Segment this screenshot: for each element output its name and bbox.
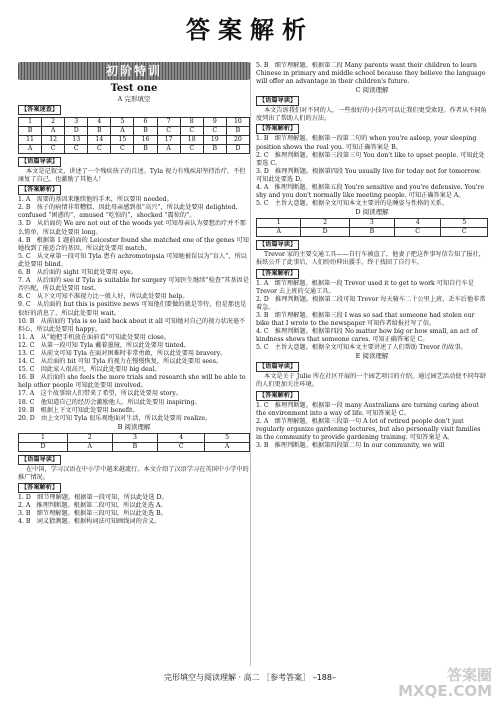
- answer-key-cell: 14: [88, 136, 111, 145]
- answer-key-cell: C: [394, 228, 441, 237]
- section-d-title: D 阅读理解: [355, 208, 389, 217]
- left-column: [18, 62, 250, 666]
- explanation-item: 8. C 从下文可知不准视力比一般人好，所以此处要用 help。: [18, 293, 189, 301]
- watermark-logo: [398, 667, 492, 699]
- answer-key-cell: B: [349, 228, 394, 237]
- column-divider: [250, 62, 251, 666]
- answer-key-cell: 7: [157, 118, 180, 127]
- explanation-item: 2. B 孩子的病情非常糟糕，因此母亲感到很“高兴”，所以此处要用 delighted，confused “困惑的”，amused “吃惊的”，shocked “震惊的”。: [18, 204, 242, 220]
- answer-key-cell: C: [180, 127, 203, 136]
- answer-key-cell: 2: [67, 433, 112, 442]
- explanation-item: 20. D 由上文可知 Tyla 很乐观地面对生活，所以此处要用 realize。: [18, 414, 212, 422]
- explanation-item: 16. B 从后面的 she feels the more trials and research she will be able to help other people 可知此处要用 involved。: [18, 374, 246, 390]
- answer-key-cell: B: [112, 442, 158, 451]
- answer-key-cell: B: [88, 127, 111, 136]
- answer-key-cell: 2: [42, 118, 65, 127]
- answer-key-cell: 17: [157, 136, 180, 145]
- detail-tag-c: 【答案解析】: [256, 124, 299, 134]
- explanation-item: 4. B 词义猜测题。根据构词法可知画线词的含义。: [18, 518, 161, 526]
- answer-key-cell: 1: [257, 219, 301, 228]
- explanation-item: 18. C 他知道自己的经历会激励他人，所以此处要用 inspiring。: [18, 398, 201, 406]
- answer-key-cell: C: [111, 145, 134, 154]
- answer-key-row: [19, 127, 250, 136]
- section-b-title: B 阅读理解: [117, 422, 151, 431]
- guide-tag-b: 【语篇导读】: [18, 455, 61, 465]
- answer-key-cell: 18: [180, 136, 203, 145]
- answer-key-cell: 8: [180, 118, 203, 127]
- answer-key-row: [257, 219, 488, 228]
- answer-key-cell: D: [65, 127, 88, 136]
- guide-text-c: 本文告诉我们对不同的人，一些很好的小技巧可以让我们更受欢迎。作者从不同角度列出了帮助人们的方法。: [256, 107, 487, 123]
- answer-key-cell: D: [19, 442, 68, 451]
- explanation-item: 9. C 从后面的 but this is positive news 可知他们要做的就是等待，但是那也是很好的消息了，所以此处要用 wait。: [18, 301, 247, 317]
- answer-key-cell: 4: [394, 219, 441, 228]
- answer-key-cell: A: [111, 127, 134, 136]
- answer-key-table-d: [256, 218, 488, 237]
- answer-key-cell: A: [19, 145, 42, 154]
- answer-explanations-e: [256, 402, 488, 451]
- section-a-title: A 完形填空: [117, 95, 151, 103]
- answer-key-cell: C: [441, 228, 488, 237]
- answer-key-cell: A: [157, 145, 180, 154]
- answer-key-cell: 3: [65, 118, 88, 127]
- answer-key-cell: A: [257, 228, 301, 237]
- explanation-item: 1. B 细节理解题。根据第一段第二句的 when you're asleep, your sleeping position shows the real you. 可知正确答案是 B。: [256, 135, 477, 151]
- guide-tag: 【语篇导读】: [18, 157, 61, 167]
- guide-text-d: Trevor 家的主要交通工具——自行车被盗了，他妻子把这件事写信告知了报社，报纸公开了此事后，人们纷纷伸出援手，终于找回了自行车。: [256, 251, 485, 267]
- guide-tag-d: 【语篇导读】: [256, 240, 299, 250]
- explanation-item: 7. A 从后面的 see if Tyla is suitable for surgery 可知医生继续“检查”其基因是否匹配，所以此处要用 test。: [18, 277, 249, 293]
- guide-tag-c: 【语篇导读】: [256, 96, 299, 106]
- answer-key-cell: D: [301, 228, 349, 237]
- explanation-item: 3. B 细节理解题。根据第三段可知，所以此处选 B。: [18, 510, 167, 518]
- watermark-line2: MXQE.COM: [398, 682, 492, 700]
- page-footer: 完形填空与阅读理解 · 高二 ［参考答案］ –188–: [164, 673, 336, 682]
- explanation-item: 3. D 推理判断题。根据第四段 You usually live for today not for tomorrow. 可知此处要选 D。: [256, 167, 481, 183]
- answer-key-cell: 1: [19, 118, 42, 127]
- section-c-title: C 阅读理解: [355, 86, 389, 95]
- explanation-item: 5. B 细节理解题。根据第二段 Many parents want their children to learn Chinese in primary and middle school because they believe the language will offer an advantage in their children's future.: [256, 62, 486, 86]
- answer-key-tag: 【答案速查】: [18, 105, 61, 115]
- answer-key-cell: 6: [134, 118, 157, 127]
- answer-key-cell: 10: [226, 118, 249, 127]
- answer-key-cell: D: [226, 145, 249, 154]
- answer-key-cell: A: [67, 442, 112, 451]
- answer-key-cell: B: [19, 127, 42, 136]
- answer-key-cell: 2: [301, 219, 349, 228]
- detail-tag-d: 【答案解析】: [256, 269, 299, 279]
- explanation-item: 4. A 推理判断题。根据第五段 You're sensitive and you're defensive. You're shy and you don't normally like meeting people. 可知正确答案是 A。: [256, 184, 485, 200]
- explanation-item: 1. A 需要的基因来继续他的手术，所以要用 needed。: [18, 196, 173, 204]
- answer-key-cell: A: [205, 442, 250, 451]
- explanation-item: 15. C 因此家人很高兴，所以此处要用 big deal。: [18, 366, 161, 374]
- answer-key-cell: C: [203, 127, 226, 136]
- explanation-item: 4. C 推理判断题。根据第四段 No matter how big or how small, an act of kindness shows that someone cares. 可知正确答案是 C。: [256, 328, 478, 344]
- guide-tag-e: 【语篇导读】: [256, 362, 299, 372]
- answer-explanations-d: [256, 280, 488, 353]
- answer-explanations-c: [256, 135, 488, 208]
- explanation-item: 12. C 从第一段可知 Tyla 戴着墨镜，所以此处要用 tinted。: [18, 341, 190, 349]
- explanation-item: 14. C 从后面的 bit 可知 Tyla 的视力在慢慢恢复，所以此处要用 sees。: [18, 358, 223, 366]
- answer-key-cell: 13: [65, 136, 88, 145]
- answer-key-cell: 19: [203, 136, 226, 145]
- answer-key-cell: C: [158, 442, 205, 451]
- answer-key-cell: B: [226, 127, 249, 136]
- answer-key-cell: B: [203, 145, 226, 154]
- guide-text-b: 在中国，学习汉语在中小学中越来越流行。本文介绍了汉语学习在英国中小学中的推广情况。: [18, 465, 249, 481]
- test-title: Test one: [110, 83, 158, 94]
- answer-key-cell: B: [134, 145, 157, 154]
- explanation-item: 1. D 细节理解题。根据第一段可知，所以此处选 D。: [18, 494, 168, 501]
- answer-key-row: [19, 442, 250, 451]
- answer-key-cell: A: [42, 127, 65, 136]
- detail-tag: 【答案解析】: [18, 185, 61, 195]
- detail-tag-e: 【答案解析】: [256, 391, 299, 401]
- explanation-item: 19. B 根据上下文可知此处要用 benefit。: [18, 406, 139, 414]
- answer-key-cell: 12: [42, 136, 65, 145]
- answer-key-cell: C: [88, 145, 111, 154]
- answer-explanations-a: [18, 196, 250, 423]
- explanation-item: 11. A 从“她把手机放在面前看”可知此处要用 close。: [18, 333, 170, 341]
- guide-text-e: 本文是关于 Julie 所在社区开展的一个园艺项目的介绍，通过园艺活动使不同年龄的人们更加关注环境。: [256, 373, 487, 389]
- answer-key-cell: B: [134, 127, 157, 136]
- explanation-item: 3. B 细节理解题。根据第三段 I was so sad that someone had stolen our bike that I wrote to the newspaper 可知作者给报社写了信。: [256, 311, 475, 327]
- answer-key-cell: C: [65, 145, 88, 154]
- answer-key-cell: 9: [203, 118, 226, 127]
- answer-key-cell: 1: [19, 433, 68, 442]
- answer-key-cell: C: [157, 127, 180, 136]
- section-banner: 初阶特训: [18, 62, 250, 80]
- explanation-item: 3. D 从后面的 We are not out of the woods yet 可知母亲认为要想治疗并不那么简单，所以此处要用 long。: [18, 220, 246, 236]
- guide-text: 本文是记叙文，讲述了一个残疾孩子的自述。Tyla 视力有残疾却坚持治疗，不但康复了自己，也激励了其他人！: [18, 168, 246, 184]
- section-e-title: E 阅读理解: [355, 352, 389, 361]
- explanation-item: 2. A 推理判断题。根据第二段可知，所以此处选 A。: [18, 502, 167, 510]
- right-column: [256, 62, 488, 666]
- answer-key-cell: 20: [226, 136, 249, 145]
- answer-key-row: [19, 433, 250, 442]
- explanation-item: 6. B 从后面的 sight 可知此处要用 eye。: [18, 269, 137, 277]
- answer-key-table-b: [18, 433, 250, 452]
- explanation-item: 4. B 根据第 1 题前面的 Leicester found she matched one of the genes 可知她找到了能适合的基因，所以此处要用 match。: [18, 236, 249, 252]
- answer-key-cell: 4: [158, 433, 205, 442]
- watermark-line1: 答案圈: [446, 666, 492, 684]
- explanation-item: 2. D 推理判断题。根据第二段可知 Trevor 每天骑车二十公里上班，丢车后他非常着急。: [256, 295, 486, 311]
- answer-key-cell: 3: [112, 433, 158, 442]
- answer-key-cell: 5: [205, 433, 250, 442]
- answer-key-row: [19, 136, 250, 145]
- answer-key-row: [19, 145, 250, 154]
- answer-key-row: [257, 228, 488, 237]
- explanation-item: 17. A 这个故事给人们带来了希望，所以此处要用 story。: [18, 390, 183, 398]
- explanation-item: 1. C 推理判断题。根据第一段 many Australians are turning caring about the environment into a way of life. 可知答案是 C。: [256, 401, 479, 417]
- answer-explanations-b: [18, 494, 250, 526]
- explanation-item: 5. C 主旨大意题。根据全文可知本文主要讲的是睡姿与性格的关系。: [256, 200, 449, 208]
- explanation-item: 2. C 推理判断题。根据第三段第三句 You don't like to upset people. 可知此处要选 C。: [256, 151, 485, 167]
- answer-key-cell: 15: [111, 136, 134, 145]
- answer-key-table-a: [18, 117, 250, 154]
- answer-key-cell: 5: [111, 118, 134, 127]
- answer-explanations-continued: [256, 62, 488, 86]
- answer-key-cell: 11: [19, 136, 42, 145]
- explanation-item: 1. A 细节理解题。根据第一段 Trevor used it to get to work 可知自行车是 Trevor 去上班的交通工具。: [256, 279, 474, 295]
- explanation-item: 13. C 从前文可知 Tyla 在面对困难时非常勇敢，所以此处要用 bravery。: [18, 349, 227, 357]
- answer-key-cell: 16: [134, 136, 157, 145]
- explanation-item: 10. B 从前面的 Tyla is so laid back about it all 可知她对自己的视力状况毫不担心，所以此处要用 happy。: [18, 317, 246, 333]
- answer-key-cell: 4: [88, 118, 111, 127]
- explanation-item: 5. C 从文章第一段可知 Tyla 患有 achromotopsia 可知她被误以为“盲人”，所以此处要用 blind。: [18, 252, 247, 268]
- detail-tag-b: 【答案解析】: [18, 483, 61, 493]
- answer-key-row: [19, 118, 250, 127]
- explanation-item: 5. C 主旨大意题。根据全文可知本文主要讲述了人们帮助 Trevor 的故事。: [256, 344, 467, 352]
- answer-key-cell: C: [42, 145, 65, 154]
- answer-key-cell: C: [180, 145, 203, 154]
- answer-key-cell: 5: [441, 219, 488, 228]
- page-title: 答案解析: [186, 16, 314, 44]
- answer-key-cell: 3: [349, 219, 394, 228]
- explanation-item: 2. A 细节理解题。根据第三段第一句 A lot of retired people don't just regularly organize gardening lectures, but also personally visit families in the community to provide gardening training. 可知答案是 A。: [256, 417, 481, 441]
- explanation-item: 3. B 推理判断题。根据第四段第二句 In our community, we will: [256, 442, 445, 449]
